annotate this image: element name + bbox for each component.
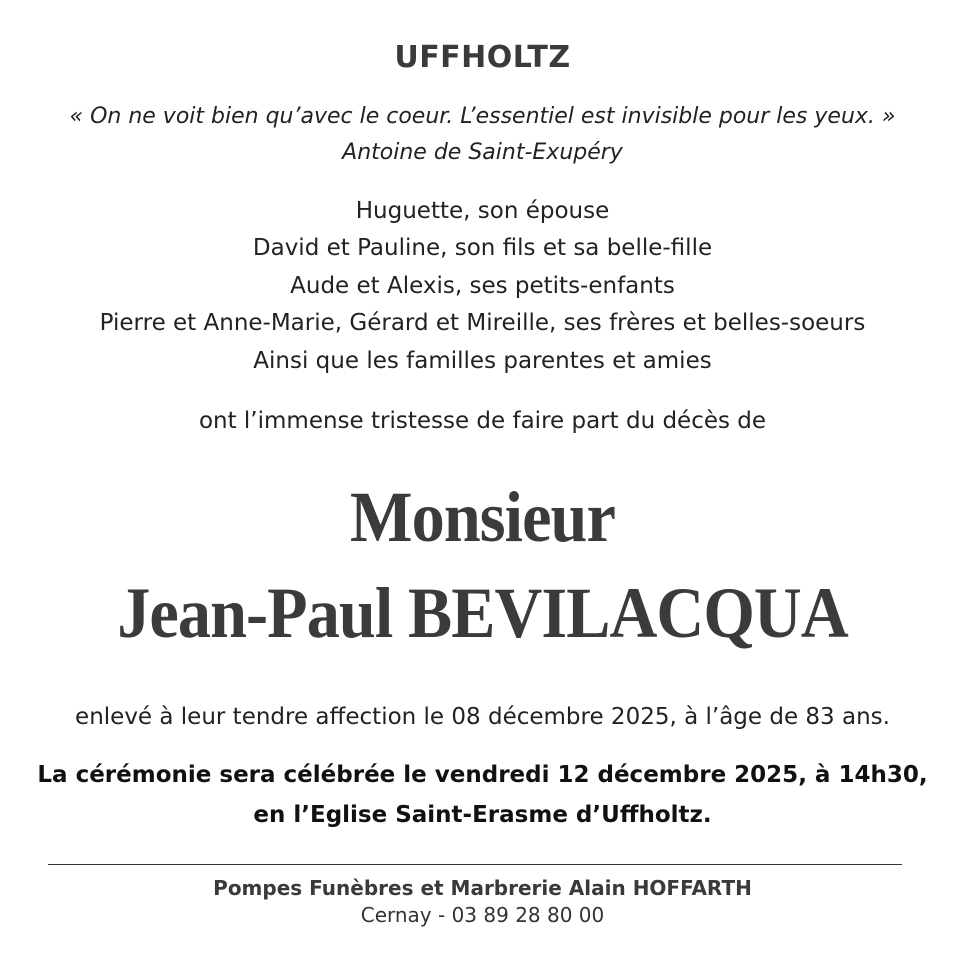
passing-text: enlevé à leur tendre affection le 08 décembre 2025, à l’âge de 83 ans.	[75, 704, 890, 730]
footer-divider	[48, 864, 902, 865]
ceremony-line: La cérémonie sera célébrée le vendredi 12 décembre 2025, à 14h30,	[37, 762, 928, 788]
deceased-name: Jean-Paul BEVILACQUA	[117, 573, 848, 653]
family-line: Ainsi que les familles parentes et amies	[253, 348, 712, 374]
quote-text: « On ne voit bien qu’avec le coeur. L’essentiel est invisible pour les yeux. »	[69, 104, 896, 129]
town-heading: UFFHOLTZ	[394, 40, 571, 75]
ceremony-line: en l’Eglise Saint-Erasme d’Uffholtz.	[253, 802, 712, 828]
deceased-title: Monsieur	[350, 477, 615, 557]
funeral-home-name: Pompes Funèbres et Marbrerie Alain HOFFARTH	[213, 876, 752, 900]
family-line: Aude et Alexis, ses petits-enfants	[290, 273, 675, 299]
family-line: Huguette, son épouse	[355, 198, 610, 224]
announcement-text: ont l’immense tristesse de faire part du décès de	[198, 408, 767, 434]
quote-author: Antoine de Saint-Exupéry	[342, 140, 623, 165]
family-line: David et Pauline, son fils et sa belle-fille	[252, 235, 713, 261]
funeral-home-contact: Cernay - 03 89 28 80 00	[360, 903, 605, 927]
family-line: Pierre et Anne-Marie, Gérard et Mireille, ses frères et belles-soeurs	[99, 310, 866, 336]
